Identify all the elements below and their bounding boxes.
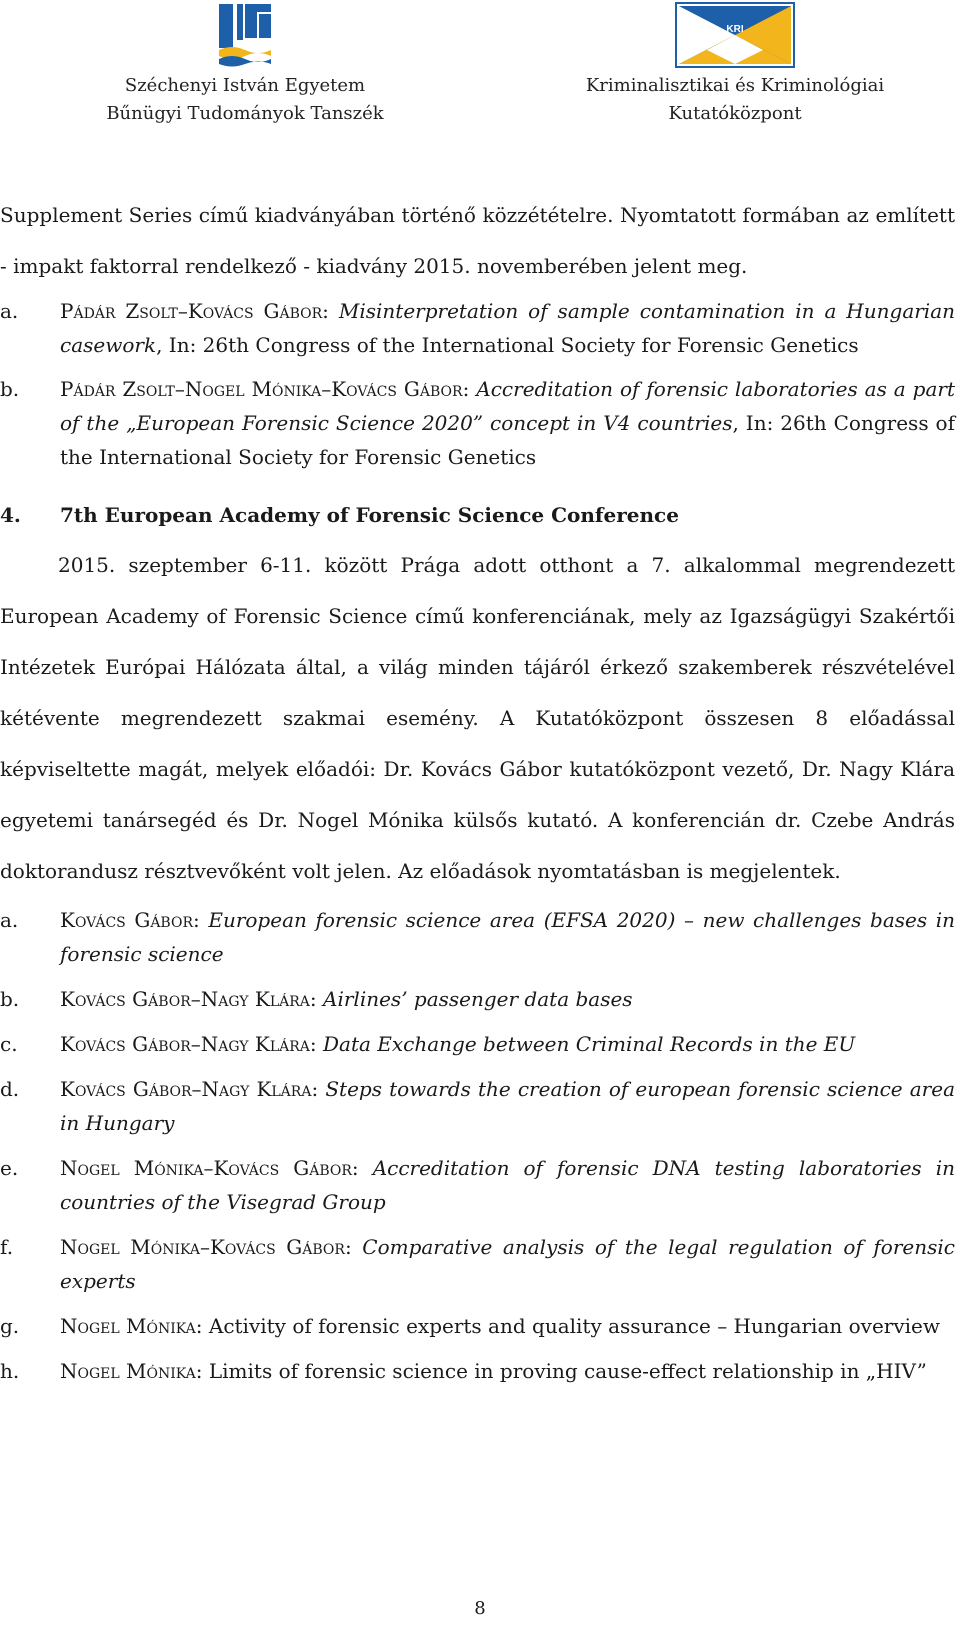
header-left-line1: Széchenyi István Egyetem — [124, 75, 366, 96]
list-label: d. — [0, 1077, 20, 1101]
list-title: Misinterpretation of sample contamination in a Hungarian casework — [60, 299, 956, 357]
list-authors: Kovács Gábor–Nagy Klára: — [60, 1032, 317, 1056]
list-title: Accreditation of forensic DNA testing laboratories in countries of the Visegrad Group — [60, 1156, 955, 1214]
list-item — [0, 1151, 955, 1219]
list-authors: Kovács Gábor–Nagy Klára: — [60, 987, 317, 1011]
list-item — [0, 1230, 955, 1298]
list-authors: Kovács Gábor–Nagy Klára: — [60, 1077, 319, 1101]
list-rest: , In: 26th Congress of the International Society for Forensic Genetics — [60, 411, 955, 469]
list-item — [0, 982, 955, 1016]
list-rest: , In: 26th Congress of the International Society for Forensic Genetics — [156, 333, 859, 357]
list-authors: Nogel Mónika: — [60, 1314, 203, 1338]
list-item — [0, 1354, 955, 1388]
list-authors: Nogel Mónika–Kovács Gábor: — [60, 1235, 352, 1259]
list-item — [0, 294, 955, 362]
list-label: g. — [0, 1314, 20, 1338]
kri-logo-text: KRI — [726, 24, 744, 35]
presentation-list — [0, 903, 955, 1388]
list-title: Accreditation of forensic laboratories as a part of the „European Forensic Science 2020” concept in V4 countries — [60, 377, 955, 435]
list-label: f. — [0, 1235, 14, 1259]
list-item — [0, 1027, 955, 1061]
list-rest: Activity of forensic experts and quality assurance – Hungarian overview — [202, 1314, 940, 1338]
list-item — [0, 903, 955, 971]
body-paragraph: 2015. szeptember 6-11. között Prága adott otthont a 7. alkalommal megrendezett European Academy of Forensic Science című konferenciának, mely az Igazságügyi Szakértői Intézetek Európai Hálózata által, a világ minden tájáról érkező szakemberek részvételével kétévente megrendezett szakmai esemény. A Kutatóközpont összesen 8 előadással képviseltette magát, melyek előadói: Dr. Kovács Gábor kutatóközpont vezető, Dr. Nagy Klára egyetemi tanársegéd és Dr. Nogel Mónika külsős kutató. A konferencián dr. Czebe András doktorandusz résztvevőként volt jelen. Az előadások nyomtatásban is megjelentek. — [0, 553, 955, 883]
list-title: Steps towards the creation of european forensic science area in Hungary — [60, 1077, 956, 1135]
list-label: a. — [0, 299, 19, 323]
section-heading — [0, 498, 955, 532]
list-title: Comparative analysis of the legal regulation of forensic experts — [60, 1235, 955, 1293]
list-title: European forensic science area (EFSA 2020) – new challenges bases in forensic science — [60, 908, 956, 966]
list-authors: Pádár Zsolt–Nogel Mónika–Kovács Gábor: — [60, 377, 470, 401]
header-left — [45, 0, 445, 128]
list-label: b. — [0, 377, 20, 401]
list-item — [0, 1309, 955, 1343]
list-label: c. — [0, 1032, 18, 1056]
list-authors: Pádár Zsolt–Kovács Gábor: — [60, 299, 329, 323]
list-label: b. — [0, 987, 20, 1011]
header-right-line1: Kriminalisztikai és Kriminológiai — [585, 75, 885, 96]
list-label: e. — [0, 1156, 19, 1180]
kri-logo-icon — [675, 2, 795, 68]
list-item — [0, 1072, 955, 1140]
intro-paragraph: Supplement Series című kiadványában történő közzétételre. Nyomtatott formában az említett - impakt faktorral rendelkező - kiadvány 2015. novemberében jelent meg. — [0, 203, 955, 278]
header-right — [535, 0, 935, 128]
section-number: 4. — [0, 503, 21, 527]
list-rest: Limits of forensic science in proving cause-effect relationship in „HIV” — [202, 1359, 927, 1383]
list-authors: Nogel Mónika–Kovács Gábor: — [60, 1156, 359, 1180]
list-item — [0, 372, 955, 474]
header-right-line2: Kutatóközpont — [668, 103, 802, 124]
header-left-line2: Bűnügyi Tudományok Tanszék — [106, 103, 384, 124]
page-header — [0, 0, 960, 140]
list-label: h. — [0, 1359, 20, 1383]
university-logo-icon — [217, 2, 273, 68]
list-authors: Nogel Mónika: — [60, 1359, 203, 1383]
list-title: Data Exchange between Criminal Records in the EU — [323, 1032, 856, 1056]
list-authors: Kovács Gábor: — [60, 908, 200, 932]
page-number: 8 — [474, 1598, 486, 1619]
page-content — [0, 190, 955, 1388]
section-title: 7th European Academy of Forensic Science Conference — [60, 503, 679, 527]
list-title: Airlines’ passenger data bases — [323, 987, 633, 1011]
list-label: a. — [0, 908, 19, 932]
